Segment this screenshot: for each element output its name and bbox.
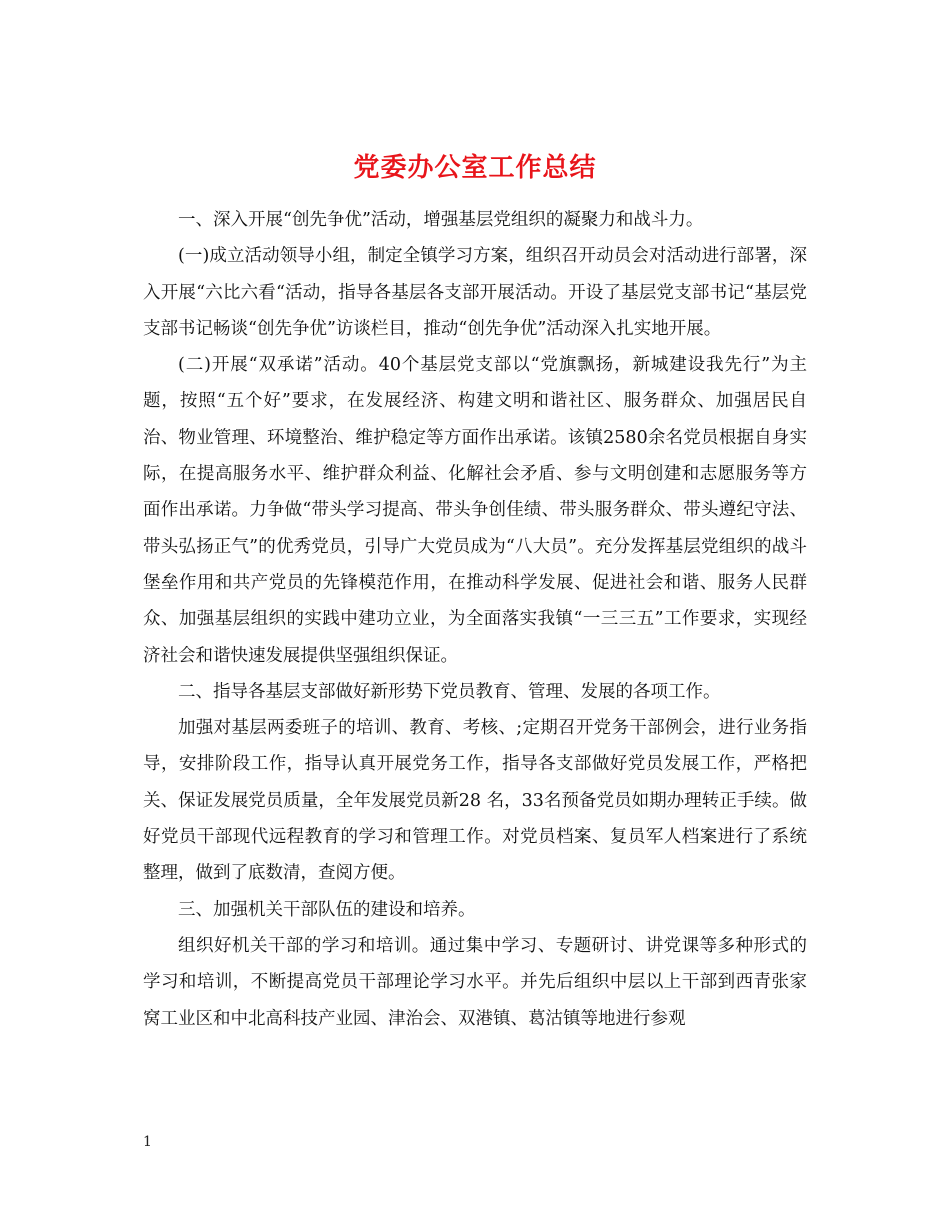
section-heading-1: 一、深入开展“创先争优”活动，增强基层党组织的凝聚力和战斗力。 — [178, 210, 704, 230]
paragraph: (一)成立活动领导小组，制定全镇学习方案，组织召开动员会对活动进行部署，深入开展“六比六看“活动，指导各基层各支部开展活动。开设了基层党支部书记“基层党支部书记畅谈“创先争优”访谈栏目，推动“创先争优”活动深入扎实地开展。 — [143, 246, 807, 339]
paragraph: 组织好机关干部的学习和培训。通过集中学习、专题研讨、讲党课等多种形式的学习和培训，不断提高党员干部理论学习水平。并先后组织中层以上干部到西青张家窝工业区和中北高科技产业园、津治会、双港镇、葛沽镇等地进行参观 — [143, 935, 807, 1029]
document-title: 党委办公室工作总结 — [353, 153, 597, 184]
paragraph: 加强对基层两委班子的培训、教育、考核、;定期召开党务干部例会，进行业务指导，安排阶段工作，指导认真开展党务工作，指导各支部做好党员发展工作，严格把关、保证发展党员质量，全年发展党员新28 名，33名预备党员如期办理转正手续。做好党员干部现代远程教育的学习和管理工作。对党员档案、复员军人档案进行了系统整理，做到了底数清，查阅方便。 — [143, 718, 807, 884]
section-heading-2: 二、指导各基层支部做好新形势下党员教育、管理、发展的各项工作。 — [178, 681, 721, 702]
page-number: 1 — [143, 1134, 152, 1150]
document-body — [143, 202, 807, 1037]
section-heading-3: 三、加强机关干部队伍的建设和培养。 — [178, 899, 476, 920]
paragraph: (二)开展“双承诺”活动。40个基层党支部以“党旗飘扬，新城建设我先行”为主题，按照“五个好”要求，在发展经济、构建文明和谐社区、服务群众、加强居民自治、物业管理、环境整治、维护稳定等方面作出承诺。该镇2580余名党员根据自身实际，在提高服务水平、维护群众利益、化解社会矛盾、参与文明创建和志愿服务等方面作出承诺。力争做“带头学习提高、带头争创佳绩、带头服务群众、带头遵纪守法、带头弘扬正气”的优秀党员，引导广大党员成为“八大员”。充分发挥基层党组织的战斗堡垒作用和共产党员的先锋模范作用，在推动科学发展、促进社会和谐、服务人民群众、加强基层组织的实践中建功立业，为全面落实我镇“一三三五”工作要求，实现经济社会和谐快速发展提供坚强组织保证。 — [143, 355, 807, 666]
